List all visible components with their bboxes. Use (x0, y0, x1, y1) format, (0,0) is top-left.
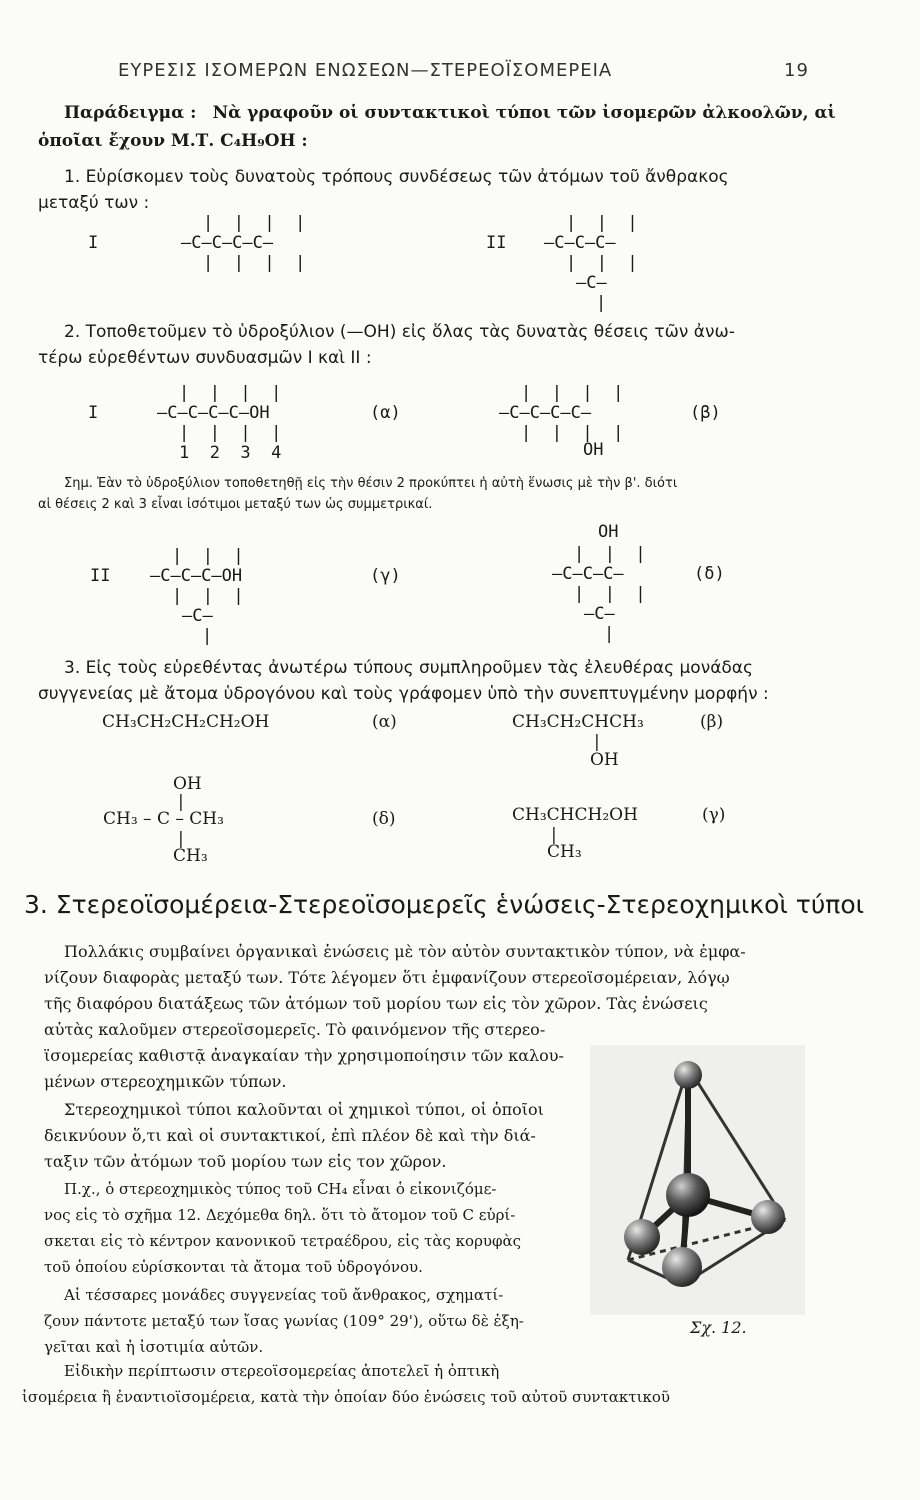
figure-caption: Σχ. 12. (690, 1318, 747, 1337)
p4-line1: Αἱ τέσσαρες μονάδες συγγενείας τοῦ ἄνθρακος, σχηματί- (64, 1286, 504, 1304)
example-label: Παράδειγμα : (64, 103, 197, 123)
p1-line3: τῆς διαφόρου διατάξεως τῶν ἀτόμων τοῦ μορίου των εἰς τὸν χῶρον. Τὰς ἑνώσεις (44, 994, 708, 1013)
beta-chain: —C—C—C—C— (499, 403, 592, 423)
structure-gamma-label: II (90, 566, 111, 586)
structure-II-bonds-mid: | | | (566, 253, 638, 273)
delta-oh: OH (598, 522, 619, 542)
p4-line2: ζουν πάντοτε μεταξύ των ἴσας γωνίας (109° 29'), οὕτω δὲ ἐξη- (44, 1312, 524, 1330)
structure-II-bond-low: | (596, 293, 607, 313)
step3-line1: 3. Εἰς τοὺς εὑρεθέντας ἀνωτέρω τύπους συμπληροῦμεν τὰς ἐλευθέρας μονάδας (64, 658, 753, 678)
delta-bonds-mid: | | | (574, 584, 646, 604)
step2-line2: τέρω εὑρεθέντων συνδυασμῶν Ι καὶ ΙΙ : (38, 348, 372, 368)
delta-tag: (δ) (694, 564, 725, 584)
alpha-bonds-top: | | | | (179, 383, 282, 403)
step1-line2: μεταξύ των : (38, 193, 150, 213)
structure-I-label: I (88, 233, 99, 253)
condensed-alpha-tag: (α) (372, 712, 397, 732)
condensed-delta-bar-top: | (178, 792, 184, 812)
condensed-beta: CH₃CH₂CHCH₃ (512, 712, 644, 732)
condensed-delta-oh: OH (173, 774, 202, 794)
delta-branch: —C— (584, 604, 615, 624)
condensed-gamma-tag: (γ) (702, 805, 726, 825)
hydrogen-atom-left (624, 1219, 660, 1255)
condensed-delta-tag: (δ) (372, 809, 396, 829)
step2-line1: 2. Τοποθετοῦμεν τὸ ὑδροξύλιον (—OH) εἰς ὅλας τὰς δυνατὰς θέσεις τῶν ἀνω- (64, 322, 735, 342)
p1-line1: Πολλάκις συμβαίνει ὀργανικαὶ ἑνώσεις μὲ τὸν αὐτὸν συντακτικὸν τύπον, νὰ ἐμφα- (64, 942, 746, 961)
gamma-branch: —C— (182, 606, 213, 626)
condensed-gamma-bar: | (551, 825, 557, 845)
condensed-beta-bar: | (594, 732, 600, 752)
p3-line4: τοῦ ὁποίου εὑρίσκονται τὰ ἄτομα τοῦ ὑδρογόνου. (44, 1258, 423, 1276)
condensed-gamma: CH₃CHCH₂OH (512, 805, 638, 825)
condensed-delta-ch3: CH₃ (173, 846, 208, 866)
structure-II-branch: —C— (576, 273, 607, 293)
p1-line4: αὐτὰς καλοῦμεν στερεοϊσομερεῖς. Τὸ φαινόμενον τῆς στερεο- (44, 1020, 546, 1039)
alpha-bonds-bottom: | | | | (179, 423, 282, 443)
beta-bonds-top: | | | | (521, 383, 624, 403)
carbon-atom-center (666, 1173, 710, 1217)
condensed-gamma-ch3: CH₃ (547, 842, 582, 862)
gamma-bonds-mid: | | | (172, 586, 244, 606)
beta-bonds-bottom: | | | | (521, 423, 624, 443)
tetrahedron-model-image (590, 1045, 805, 1315)
p4-line3: γεῖται καὶ ἡ ἰσοτιμία αὐτῶν. (44, 1338, 264, 1356)
structure-II-bonds-top: | | | (566, 213, 638, 233)
beta-oh: OH (583, 440, 604, 460)
condensed-beta-tag: (β) (700, 712, 724, 732)
delta-chain: —C—C—C— (552, 564, 624, 584)
running-title: ΕΥΡΕΣΙΣ ΙΣΟΜΕΡΩΝ ΕΝΩΣΕΩΝ—ΣΤΕΡΕΟΪΣΟΜΕΡΕΙΑ (118, 60, 613, 81)
condensed-delta-bar-bottom: | (178, 829, 184, 849)
p2-line3: ταξιν τῶν ἀτόμων τοῦ μορίου των εἰς τον χῶρον. (44, 1152, 447, 1171)
note-line1: Σημ. Ἐὰν τὸ ὑδροξύλιον τοποθετηθῇ εἰς τὴν θέσιν 2 προκύπτει ἡ αὐτὴ ἕνωσις μὲ τὴν β'. διότι (64, 476, 678, 491)
p2-line2: δεικνύουν ὅ,τι καὶ οἱ συντακτικοί, ἐπὶ πλέον δὲ καὶ τὴν διά- (44, 1126, 536, 1145)
gamma-chain: —C—C—C—OH (150, 566, 243, 586)
beta-tag: (β) (690, 403, 721, 423)
example-line2: ὁποῖαι ἔχουν Μ.Τ. C₄H₉OH : (38, 131, 308, 151)
alpha-tag: (α) (370, 403, 401, 423)
p1-line2: νίζουν διαφορὰς μεταξύ των. Τότε λέγομεν ὅτι ἐμφανίζουν στερεοϊσομέρειαν, λόγῳ (44, 968, 730, 987)
condensed-delta-main: CH₃ – C – CH₃ (103, 809, 224, 829)
structure-I-bonds-top: | | | | (203, 213, 306, 233)
delta-bonds-top: | | | (574, 544, 646, 564)
structure-II-label: II (486, 233, 507, 253)
page-number: 19 (784, 60, 809, 81)
structure-I-chain: —C—C—C—C— (181, 233, 274, 253)
structure-alpha-label: I (88, 403, 99, 423)
delta-bond-low: | (604, 624, 615, 644)
p5-line2: ἰσομέρεια ἢ ἐναντιοϊσομέρεια, κατὰ τὴν ὁποίαν δύο ἑνώσεις τοῦ αὐτοῦ συντακτικοῦ (22, 1388, 670, 1406)
condensed-alpha: CH₃CH₂CH₂CH₂OH (102, 712, 270, 732)
hydrogen-atom-right (751, 1200, 785, 1234)
structure-I-bonds-bottom: | | | | (203, 253, 306, 273)
p3-line3: σκεται εἰς τὸ κέντρον κανονικοῦ τετραέδρου, εἰς τὰς κορυφὰς (44, 1232, 522, 1250)
p5-line1: Εἰδικὴν περίπτωσιν στερεοϊσομερείας ἀποτελεῖ ἡ ὀπτικὴ (64, 1362, 500, 1380)
gamma-tag: (γ) (370, 566, 401, 586)
example-line1: Νὰ γραφοῦν οἱ συντακτικοὶ τύποι τῶν ἰσομερῶν ἀλκοολῶν, αἱ (212, 103, 836, 123)
alpha-chain: —C—C—C—C—OH (157, 403, 270, 423)
structure-II-chain: —C—C—C— (544, 233, 616, 253)
section-heading: 3. Στερεοϊσομέρεια-Στερεοϊσομερεῖς ἑνώσεις-Στερεοχημικοὶ τύποι (24, 890, 865, 919)
figure-12-methane-tetrahedron (590, 1045, 805, 1315)
gamma-bonds-top: | | | (172, 546, 244, 566)
hydrogen-atom-bottom (662, 1247, 702, 1287)
p3-line1: Π.χ., ὁ στερεοχημικὸς τύπος τοῦ CH₄ εἶναι ὁ εἰκονιζόμε- (64, 1180, 497, 1198)
p1-line5: ϊσομερείας καθιστᾷ ἀναγκαίαν τὴν χρησιμοποίησιν τῶν καλου- (44, 1046, 564, 1065)
note-line2: αἱ θέσεις 2 καὶ 3 εἶναι ἰσότιμοι μεταξύ των ὡς συμμετρικαί. (38, 497, 433, 512)
step1-line1: 1. Εὑρίσκομεν τοὺς δυνατοὺς τρόπους συνδέσεως τῶν ἀτόμων τοῦ ἄνθρακος (64, 167, 729, 187)
p2-line1: Στερεοχημικοὶ τύποι καλοῦνται οἱ χημικοὶ τύποι, οἱ ὁποῖοι (64, 1100, 544, 1119)
hydrogen-atom-top (674, 1061, 702, 1089)
example-block (64, 103, 836, 123)
alpha-carbon-numbers: 1 2 3 4 (179, 443, 282, 463)
p3-line2: νος εἰς τὸ σχῆμα 12. Δεχόμεθα δηλ. ὅτι τὸ ἄτομον τοῦ C εὑρί- (44, 1206, 516, 1224)
condensed-beta-oh: OH (590, 750, 619, 770)
step3-line2: συγγενείας μὲ ἄτομα ὑδρογόνου καὶ τοὺς γράφομεν ὑπὸ τὴν συνεπτυγμένην μορφήν : (38, 684, 769, 704)
p1-line6: μένων στερεοχημικῶν τύπων. (44, 1072, 287, 1091)
gamma-bond-low: | (202, 626, 213, 646)
